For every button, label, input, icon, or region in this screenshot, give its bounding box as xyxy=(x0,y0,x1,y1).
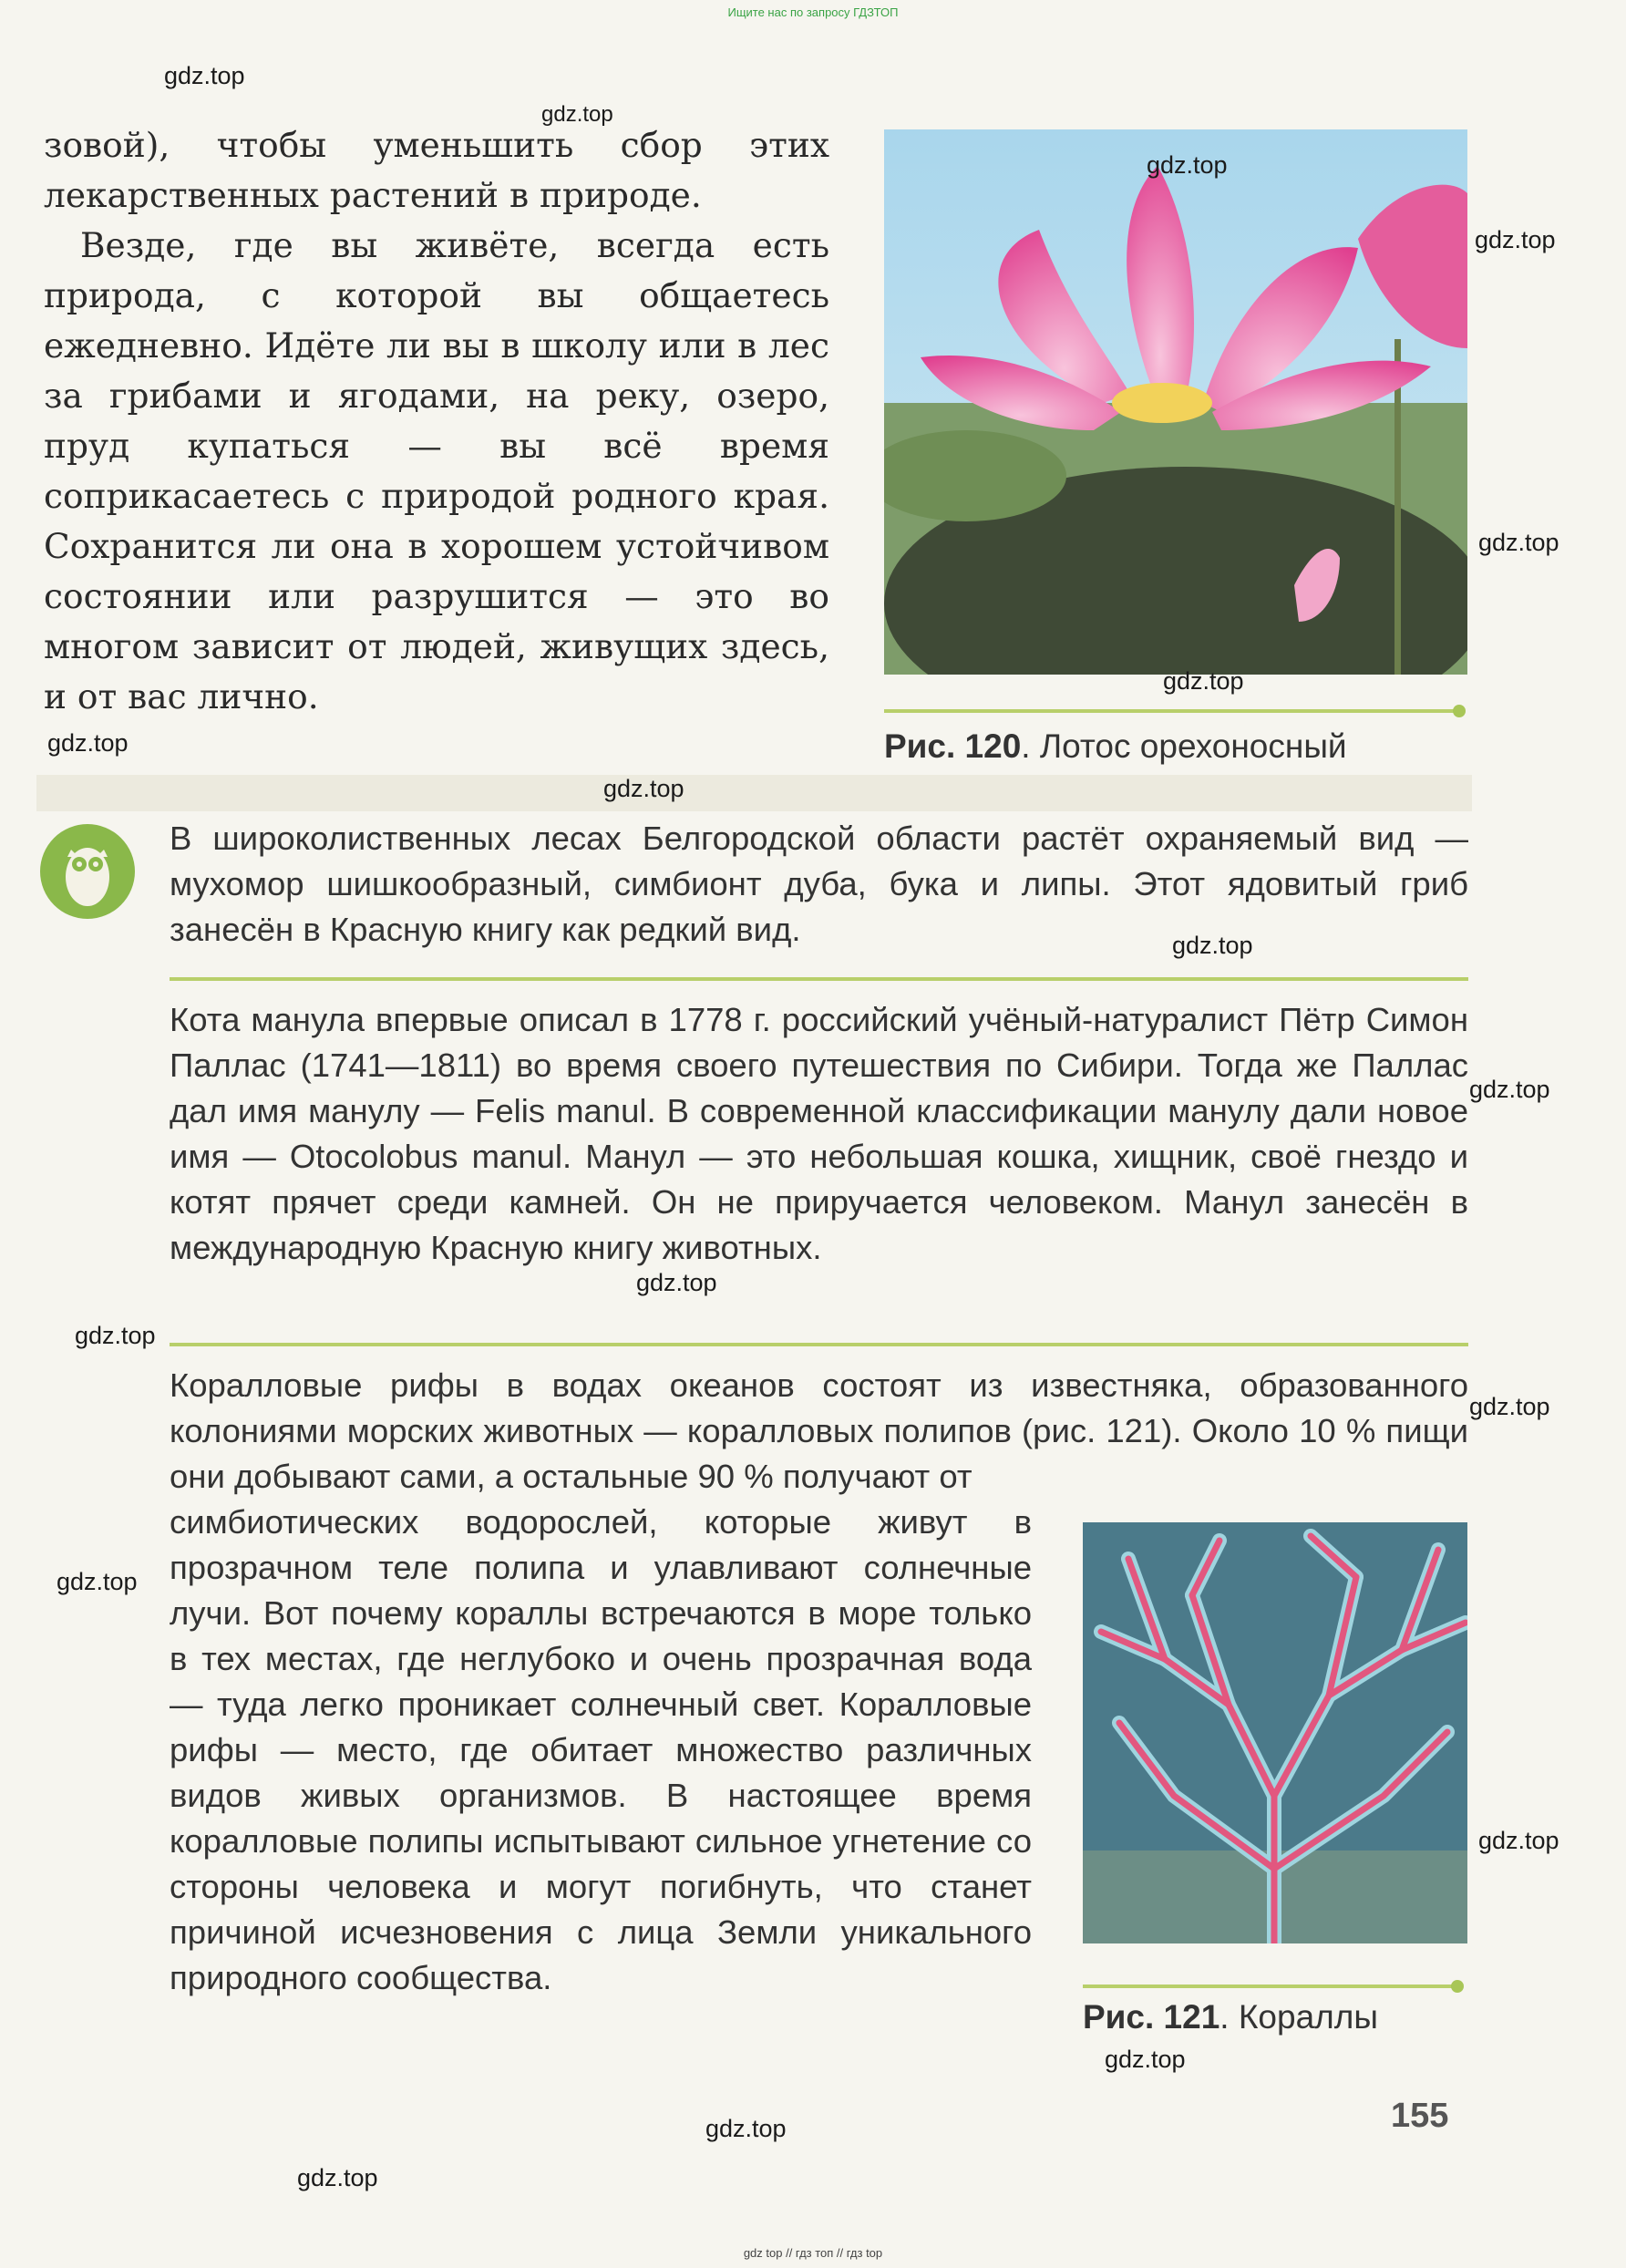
watermark[interactable]: gdz.top xyxy=(297,2164,378,2191)
intro-paragraph-1: зовой), чтобы уменьшить сбор этих лекарственных растений в природе. xyxy=(44,125,829,215)
coral-paragraph-intro: Коралловые рифы в водах океанов состоят из известняка, образованного колониями морских животных — коралловых полипов (рис. 121). Около 10 % пищи они добывают сами, а остальные 90 % получают от xyxy=(170,1366,1468,1495)
page-number: 155 xyxy=(1391,2097,1449,2135)
info-box-text: В широколиственных лесах Белгородской области растёт охраняемый вид — мухомор шишкообразный, симбионт дуба, бука и липы. Этот ядовитый гриб занесён в Красную книгу как редкий вид. xyxy=(170,820,1468,948)
figure-120-rule-dot xyxy=(1453,705,1466,717)
intro-text xyxy=(44,120,829,722)
watermark[interactable]: gdz.top xyxy=(1478,1827,1559,1854)
figure-120-rule xyxy=(884,709,1458,713)
intro-paragraph-2: Везде, где вы живёте, всегда есть природа, с которой вы общаетесь ежедневно. Идёте ли вы в школу или в лес за грибами и ягодами, на реку, озеро, пруд купаться — вы всё время соприкасаетесь с природой родного края. Сохранится ли она в хорошем устойчивом состоянии или разрушится — это во многом зависит от людей, живущих здесь, и от вас лично. xyxy=(44,225,829,716)
divider-2 xyxy=(170,1343,1468,1346)
watermark[interactable]: gdz.top xyxy=(1469,1393,1550,1420)
figure-121-rule xyxy=(1083,1984,1456,1988)
watermark[interactable]: gdz.top xyxy=(541,102,613,127)
watermark[interactable]: gdz.top xyxy=(1475,226,1556,253)
watermark[interactable]: gdz.top xyxy=(1469,1076,1550,1103)
coral-text-rest xyxy=(170,1500,1032,2001)
section-band xyxy=(36,775,1472,811)
watermark[interactable]: gdz.top xyxy=(603,775,684,802)
divider-1 xyxy=(170,977,1468,981)
watermark[interactable]: gdz.top xyxy=(705,2115,787,2142)
manul-text xyxy=(170,997,1468,1271)
watermark[interactable]: gdz.top xyxy=(57,1568,138,1595)
watermark[interactable]: gdz.top xyxy=(164,62,245,89)
lotus-photo xyxy=(884,129,1467,675)
watermark[interactable]: gdz.top xyxy=(1163,667,1244,695)
watermark[interactable]: gdz.top xyxy=(1478,529,1559,556)
manul-paragraph: Кота манула впервые описал в 1778 г. российский учёный-натуралист Пётр Симон Паллас (1741—1811) во время своего путешествия по Сибири. Тогда же Паллас дал имя манулу — Felis manul. В современной классификации манулу дали новое имя — Otocolobus manul. Манул — это небольшая кошка, хищник, своё гнездо и котят прячет среди камней. Он не приручается человеком. Манул занесён в международную Красную книгу животных. xyxy=(170,1001,1468,1266)
coral-photo xyxy=(1083,1522,1467,1943)
figure-120-label: Рис. 120 xyxy=(884,727,1022,765)
search-hint-link[interactable]: Ищите нас по запросу ГДЗТОП xyxy=(727,5,899,19)
watermark[interactable]: gdz.top xyxy=(636,1269,717,1296)
coral-text-intro xyxy=(170,1363,1468,1500)
watermark[interactable]: gdz.top xyxy=(47,729,129,757)
watermark[interactable]: gdz.top xyxy=(1172,932,1253,959)
coral-paragraph-rest: симбиотических водорослей, которые живут в прозрачном теле полипа и улавливают солнечные лучи. Вот почему кораллы встречаются в море только в тех местах, где неглубоко и очень прозрачная вода — туда легко проникает солнечный свет. Коралловые рифы — место, где обитает множество различных видов живых организмов. В настоящее время коралловые полипы испытывают сильное угнетение со стороны человека и могут погибнуть, что станет причиной исчезновения с лица Земли уникального природного сообщества. xyxy=(170,1503,1032,1996)
owl-icon xyxy=(38,820,137,924)
footer-links[interactable]: gdz top // гдз топ // гдз top xyxy=(743,2246,883,2260)
figure-120-title: Лотос орехоносный xyxy=(1039,727,1347,765)
figure-120-caption: Рис. 120. Лотос орехоносный xyxy=(884,727,1347,765)
figure-121-caption: Рис. 121. Кораллы xyxy=(1083,1998,1378,2036)
figure-121-label: Рис. 121 xyxy=(1083,1998,1220,2036)
figure-121-title: Кораллы xyxy=(1238,1998,1378,2036)
watermark[interactable]: gdz.top xyxy=(75,1322,156,1349)
figure-121-rule-dot xyxy=(1451,1980,1464,1993)
info-box xyxy=(170,816,1468,953)
watermark[interactable]: gdz.top xyxy=(1105,2046,1186,2073)
watermark[interactable]: gdz.top xyxy=(1147,151,1228,179)
